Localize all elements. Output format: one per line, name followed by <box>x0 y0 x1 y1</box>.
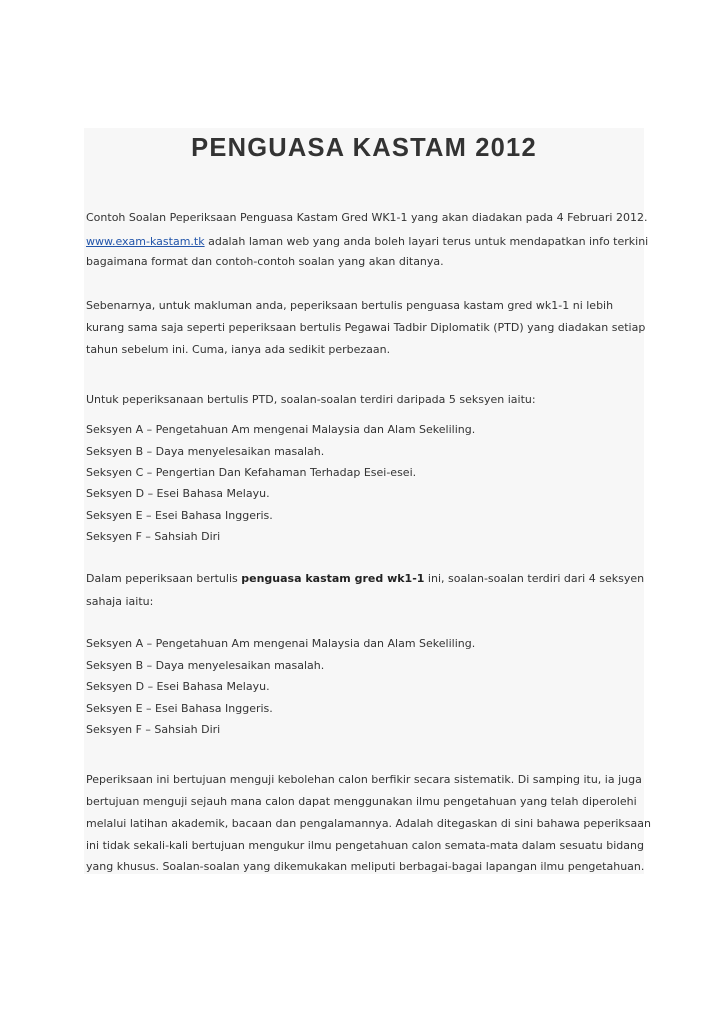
paragraph-2-line-2: kurang sama saja seperti peperiksaan bertulis Pegawai Tadbir Diplomatik (PTD) yang diadakan setiap <box>86 321 646 334</box>
paragraph-4-post: ini, soalan-soalan terdiri dari 4 seksyen <box>424 572 645 585</box>
paragraph-5-line: ini tidak sekali-kali bertujuan mengukur ilmu pengetahuan calon semata-mata dalam sesuatu bidang <box>86 839 644 852</box>
paragraph-4-bold: penguasa kastam gred wk1-1 <box>241 572 425 585</box>
paragraph-5-line: yang khusus. Soalan-soalan yang dikemukakan meliputi berbagai-bagai lapangan ilmu pengetahuan. <box>86 860 645 873</box>
paragraph-5-line: melalui latihan akademik, bacaan dan pengalamannya. Adalah ditegaskan di sini bahawa peperiksaan <box>86 817 651 830</box>
document-body <box>84 128 651 874</box>
ptd-section-item: Seksyen F – Sahsiah Diri <box>86 530 221 543</box>
kastam-section-item: Seksyen D – Esei Bahasa Melayu. <box>86 680 270 693</box>
paragraph-1-line-3: bagaimana format dan contoh-contoh soalan yang akan ditanya. <box>86 255 444 268</box>
paragraph-5-line: bertujuan menguji sejauh mana calon dapat menggunakan ilmu pengetahuan yang telah diperolehi <box>86 795 637 808</box>
paragraph-2-line-1: Sebenarnya, untuk makluman anda, peperiksaan bertulis penguasa kastam gred wk1-1 ni lebih <box>86 299 614 312</box>
kastam-section-item: Seksyen F – Sahsiah Diri <box>86 723 221 736</box>
ptd-section-item: Seksyen A – Pengetahuan Am mengenai Malaysia dan Alam Sekeliling. <box>86 423 476 436</box>
exam-kastam-link[interactable]: www.exam-kastam.tk <box>86 235 205 248</box>
kastam-section-item: Seksyen A – Pengetahuan Am mengenai Malaysia dan Alam Sekeliling. <box>86 637 476 650</box>
paragraph-1-line-2 <box>86 235 648 249</box>
paragraph-4-line-1 <box>86 572 644 586</box>
paragraph-5-line: Peperiksaan ini bertujuan menguji kebolehan calon berfikir secara sistematik. Di samping itu, ia juga <box>86 773 642 786</box>
kastam-section-item: Seksyen E – Esei Bahasa Inggeris. <box>86 702 273 715</box>
ptd-section-item: Seksyen B – Daya menyelesaikan masalah. <box>86 445 325 458</box>
ptd-section-item: Seksyen E – Esei Bahasa Inggeris. <box>86 509 273 522</box>
paragraph-3: Untuk peperiksanaan bertulis PTD, soalan-soalan terdiri daripada 5 seksyen iaitu: <box>86 393 536 406</box>
paragraph-2-line-3: tahun sebelum ini. Cuma, ianya ada sedikit perbezaan. <box>86 343 391 356</box>
paragraph-4-pre: Dalam peperiksaan bertulis <box>86 572 242 585</box>
paragraph-4-line-2: sahaja iaitu: <box>86 595 154 608</box>
ptd-section-item: Seksyen C – Pengertian Dan Kefahaman Terhadap Esei-esei. <box>86 466 417 479</box>
kastam-section-item: Seksyen B – Daya menyelesaikan masalah. <box>86 659 325 672</box>
paragraph-1-line-1: Contoh Soalan Peperiksaan Penguasa Kastam Gred WK1-1 yang akan diadakan pada 4 Februari 2012. <box>86 211 648 224</box>
ptd-section-item: Seksyen D – Esei Bahasa Melayu. <box>86 487 270 500</box>
page-title: PENGUASA KASTAM 2012 <box>191 134 537 162</box>
paragraph-1-line-2-rest: adalah laman web yang anda boleh layari terus untuk mendapatkan info terkini <box>204 235 649 248</box>
